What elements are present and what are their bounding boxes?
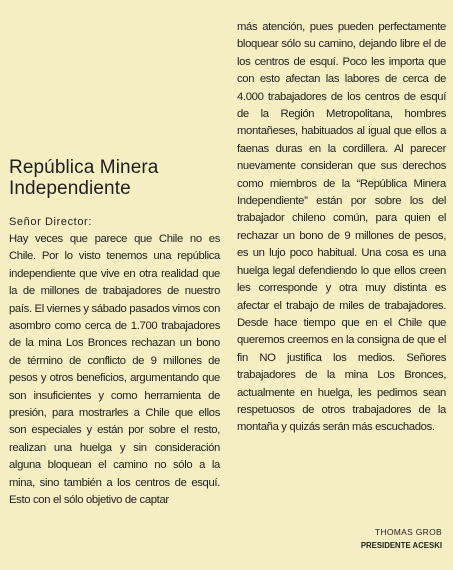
letter-body-left: Hay veces que parece que Chile no es Chile. Por lo visto tenemos una república independiente que vive en otra realidad que la de millones de trabajadores de nuestro país. El viernes y sábado pasados vimos con asombro como cerca de 1.700 trabajadores de la mina Los Bronces rechazan un bono de término de conflicto de 9 millones de pesos y otros beneficios, argumentando que son insuficientes y como herramienta de presión, para mostrarles a Chile que ellos son especiales y están por sobre el resto, realizan una huelga y sin consideración alguna bloquean el camino no sólo a la mina, sino también a los centros de esquí. Esto con el sólo objetivo de captar (9, 233, 221, 507)
signature-title: PRESIDENTE ACESKI (360, 541, 442, 550)
left-column (9, 157, 220, 510)
letter-title: República Minera Independiente (9, 157, 159, 199)
letter-body-right: más atención, pues pueden perfectamente bloquear sólo su camino, dejando libre el de los centros de esquí. Poco les importa que con esto afectan las labores de cerca de 4.000 trabajadores de los centros de esquí de la Región Metropolitana, hombres montañeses, habituados al igual que ellos a faenas duras en la cordillera. Al parecer nuevamente consideran que sus derechos como miembros de la “República Minera Independiente” están por sobre los del trabajador chileno común, para quien el rechazar un bono de 9 millones de pesos, es un lujo poco habitual. Una cosa es una huelga legal defendiendo lo que ellos creen les corresponde y otra muy distinta es afectar el trabajo de miles de trabajadores. Desde hace tiempo que en el Chile que queremos creemos en la consigna de que el fin NO justifica los medios. Señores trabajadores de la mina Los Bronces, actualmente en huelga, les pedimos sean respetuosos de otros trabajadores de la montaña y quizás serán más escuchados. (237, 21, 446, 434)
signature-block (361, 526, 442, 552)
right-column (237, 19, 446, 437)
signature-name: THOMAS GROB (374, 527, 442, 537)
salutation: Señor Director: (9, 216, 92, 228)
